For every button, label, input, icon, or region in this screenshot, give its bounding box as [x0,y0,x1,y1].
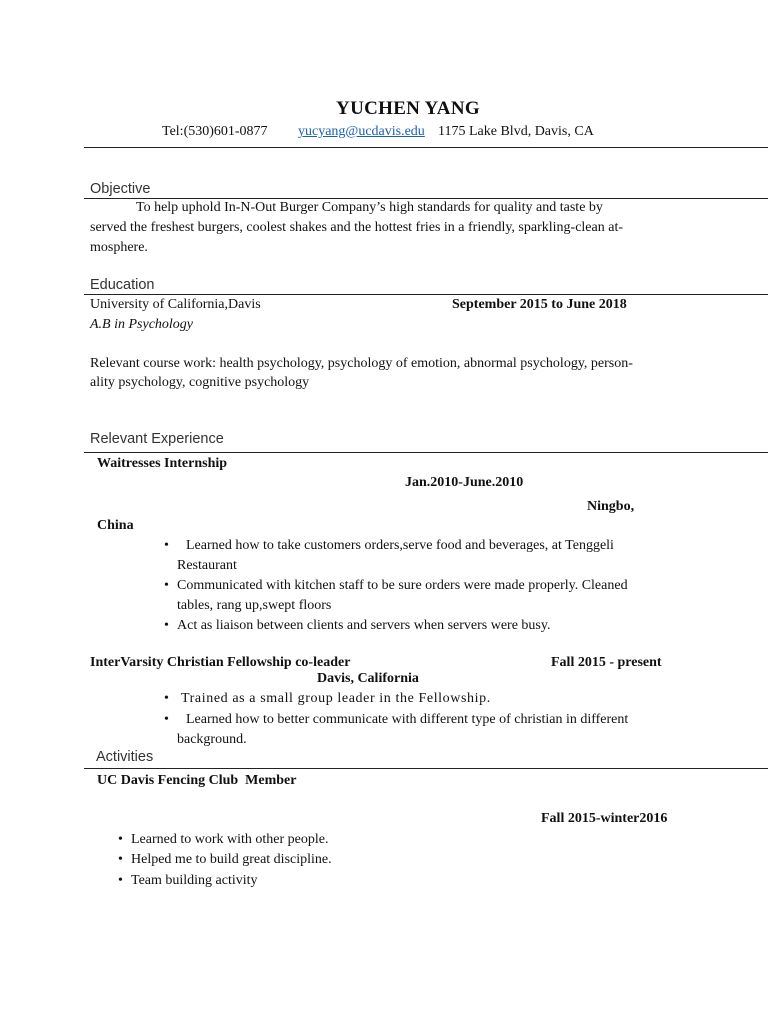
job2-bullet-2-line-1: Learned how to better communicate with different type of christian in different [186,712,629,727]
objective-divider [84,198,768,199]
bullet-icon: • [118,873,123,888]
bullet-icon: • [118,852,123,867]
activity-bullet-3: Team building activity [131,873,258,888]
job1-city: Ningbo, [587,499,635,514]
coursework-line-2: ality psychology, cognitive psychology [90,375,310,390]
experience-divider [84,452,768,453]
job1-country: China [97,518,134,533]
experience-heading: Relevant Experience [90,431,224,447]
address: 1175 Lake Blvd, Davis, CA [438,124,594,139]
activity-title: UC Davis Fencing Club Member [97,773,297,788]
objective-heading: Objective [90,181,151,197]
bullet-icon: • [164,618,169,633]
bullet-icon: • [164,712,169,727]
education-heading: Education [90,277,155,293]
activity-bullet-2: Helped me to build great discipline. [131,852,332,867]
job1-bullet-3: Act as liaison between clients and servers when servers were busy. [177,618,551,633]
job2-bullet-1: Trained as a small group leader in the Fellowship. [181,691,491,706]
job2-location: Davis, California [317,671,419,686]
activities-heading: Activities [96,749,154,765]
header-divider [84,147,768,148]
bullet-icon: • [164,538,169,553]
bullet-icon: • [118,832,123,847]
activities-divider [84,768,768,769]
job1-bullet-2-line-1: Communicated with kitchen staff to be sure orders were made properly. Cleaned [177,578,628,593]
job1-bullet-2-line-2: tables, rang up,swept floors [177,598,332,613]
bullet-icon: • [164,691,169,706]
objective-line-3: mosphere. [90,240,148,255]
education-dates: September 2015 to June 2018 [452,297,627,312]
email-link[interactable]: yucyang@ucdavis.edu [298,124,425,139]
job1-bullet-1-line-2: Restaurant [177,558,237,573]
coursework-line-1: Relevant course work: health psychology, psychology of emotion, abnormal psychology, person- [90,356,633,371]
phone-number: Tel:(530)601-0877 [162,124,268,139]
resume-name: YUCHEN YANG [336,98,480,119]
objective-line-1: To help uphold In-N-Out Burger Company’s high standards for quality and taste by [136,200,603,215]
activity-dates: Fall 2015-winter2016 [541,811,668,826]
degree: A.B in Psychology [90,317,194,332]
activity-bullet-1: Learned to work with other people. [131,832,329,847]
bullet-icon: • [164,578,169,593]
education-divider [84,294,768,295]
job1-dates: Jan.2010-June.2010 [405,475,524,490]
job2-title: InterVarsity Christian Fellowship co-leader [90,655,351,670]
objective-line-2: served the freshest burgers, coolest shakes and the hottest fries in a friendly, sparkling-clean at- [90,220,623,235]
school-name: University of California,Davis [90,297,261,312]
job2-dates: Fall 2015 - present [551,655,662,670]
job2-bullet-2-line-2: background. [177,732,247,747]
job1-title: Waitresses Internship [97,456,228,471]
job1-bullet-1-line-1: Learned how to take customers orders,serve food and beverages, at Tenggeli [186,538,614,553]
